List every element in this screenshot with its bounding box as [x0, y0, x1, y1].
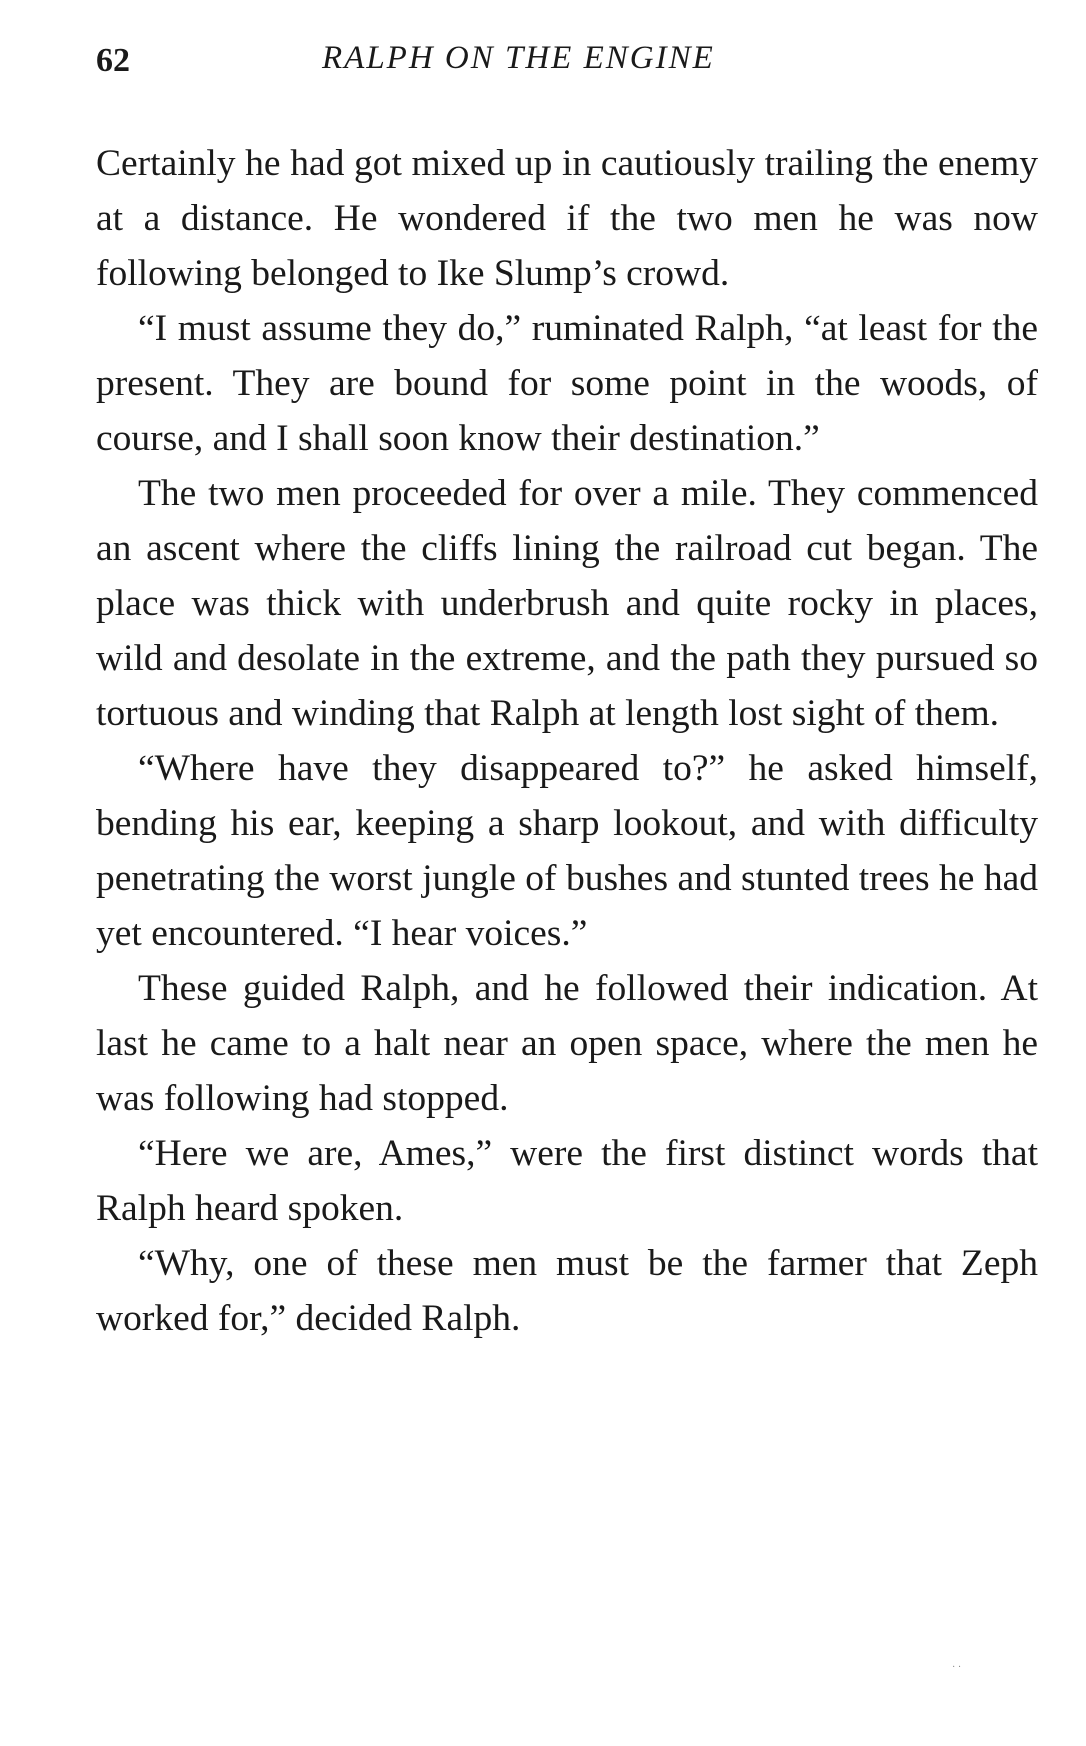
paragraph-5: These guided Ralph, and he followed their indication. At last he came to a halt near an open space, where the men he was following had stopped. — [96, 968, 1038, 1119]
paragraph-7: “Why, one of these men must be the farmer that Zeph worked for,” decided Ralph. — [96, 1243, 1038, 1339]
paragraph-1: Certainly he had got mixed up in cautiously trailing the enemy at a distance. He wondered if the two men he was now following belonged to Ike Slump’s crowd. — [96, 143, 1038, 294]
book-page — [96, 38, 1038, 1346]
running-title: RALPH ON THE ENGINE — [322, 40, 715, 76]
running-head — [96, 38, 1038, 92]
body-text — [96, 136, 1038, 1346]
print-speck: · · — [952, 1662, 962, 1673]
paragraph-2: “I must assume they do,” ruminated Ralph, “at least for the present. They are bound for some point in the woods, of course, and I shall soon know their destination.” — [96, 308, 1038, 459]
page-number: 62 — [96, 42, 130, 79]
paragraph-3: The two men proceeded for over a mile. They commenced an ascent where the cliffs lining the railroad cut began. The place was thick with underbrush and quite rocky in places, wild and desolate in the extreme, and the path they pursued so tortuous and winding that Ralph at length lost sight of them. — [96, 473, 1038, 734]
paragraph-6: “Here we are, Ames,” were the first distinct words that Ralph heard spoken. — [96, 1133, 1038, 1229]
paragraph-4: “Where have they disappeared to?” he asked himself, bending his ear, keeping a sharp lookout, and with difficulty penetrating the worst jungle of bushes and stunted trees he had yet encountered. “I hear voices.” — [96, 748, 1038, 954]
